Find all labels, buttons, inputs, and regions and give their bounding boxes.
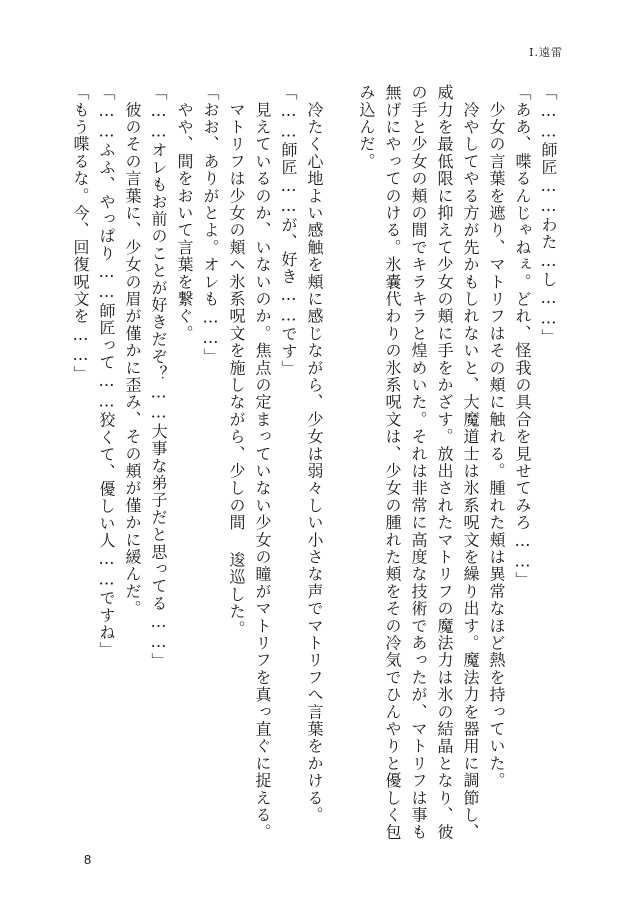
text-column: 冷たく心地よい感触を頬に感じながら、少女は弱々しい小さな声でマトリフへ言葉をかける。: [305, 84, 324, 824]
page-number: 8: [84, 852, 92, 867]
text-column: やや、間をおいて言葉を繋ぐ。: [175, 84, 194, 342]
text-column: 威力を最低限に抑えて少女の頬に手をかざす。放出されたマトリフの魔法力は氷の結晶となり、彼: [435, 84, 454, 841]
text-column: 「……師匠……わた…し……」: [539, 84, 558, 346]
text-column: 彼のその言葉に、少女の眉が僅かに歪み、その頬が僅かに緩んだ。: [123, 84, 142, 618]
text-column: の手と少女の頬の間でキラキラと煌めいた。それは非常に高度な技術であったが、マトリフは事も: [409, 84, 428, 841]
text-column: 少女の言葉を遮り、マトリフはその頬に触れる。腫れた頬は異常なほど熱を持っていた。: [487, 84, 506, 790]
text-column: 「……オレもお前のことが好きだぞ？……大事な弟子だと思ってる……」: [149, 84, 168, 670]
text-column: 「ああ、喋るんじゃねぇ。どれ、怪我の具合を見せてみろ……」: [513, 84, 532, 589]
text-column: マトリフは少女の頬へ氷系呪文を施しながら、少しの間 逡巡した。: [227, 84, 246, 638]
text-column: 無げにやってのける。氷嚢代わりの氷系呪文は、少女の腫れた頬をその冷気でひんやりと優しく包: [383, 84, 402, 841]
vertical-text-block: [67, 84, 559, 841]
text-column: 「もう喋るな。今、回復呪文を……」: [71, 84, 90, 383]
text-column: み込んだ。: [357, 84, 376, 170]
text-column: 「……ふふ、やっぱり……師匠って……狡くて、優しい人……ですね」: [97, 84, 116, 659]
text-column: 冷やしてやる方が先かもしれないと、大魔道士は氷系呪文を繰り出す。魔法力を器用に調節し、: [461, 84, 480, 841]
text-column: 見えているのか、いないのか。焦点の定まっていない少女の瞳がマトリフを真っ直ぐに捉える。: [253, 84, 272, 841]
chapter-header: Ⅰ.遠雷: [529, 46, 563, 59]
text-column: 「おお、ありがとよ。オレも……」: [201, 84, 220, 366]
text-column: 「……師匠……が、好き……です」: [279, 84, 298, 378]
